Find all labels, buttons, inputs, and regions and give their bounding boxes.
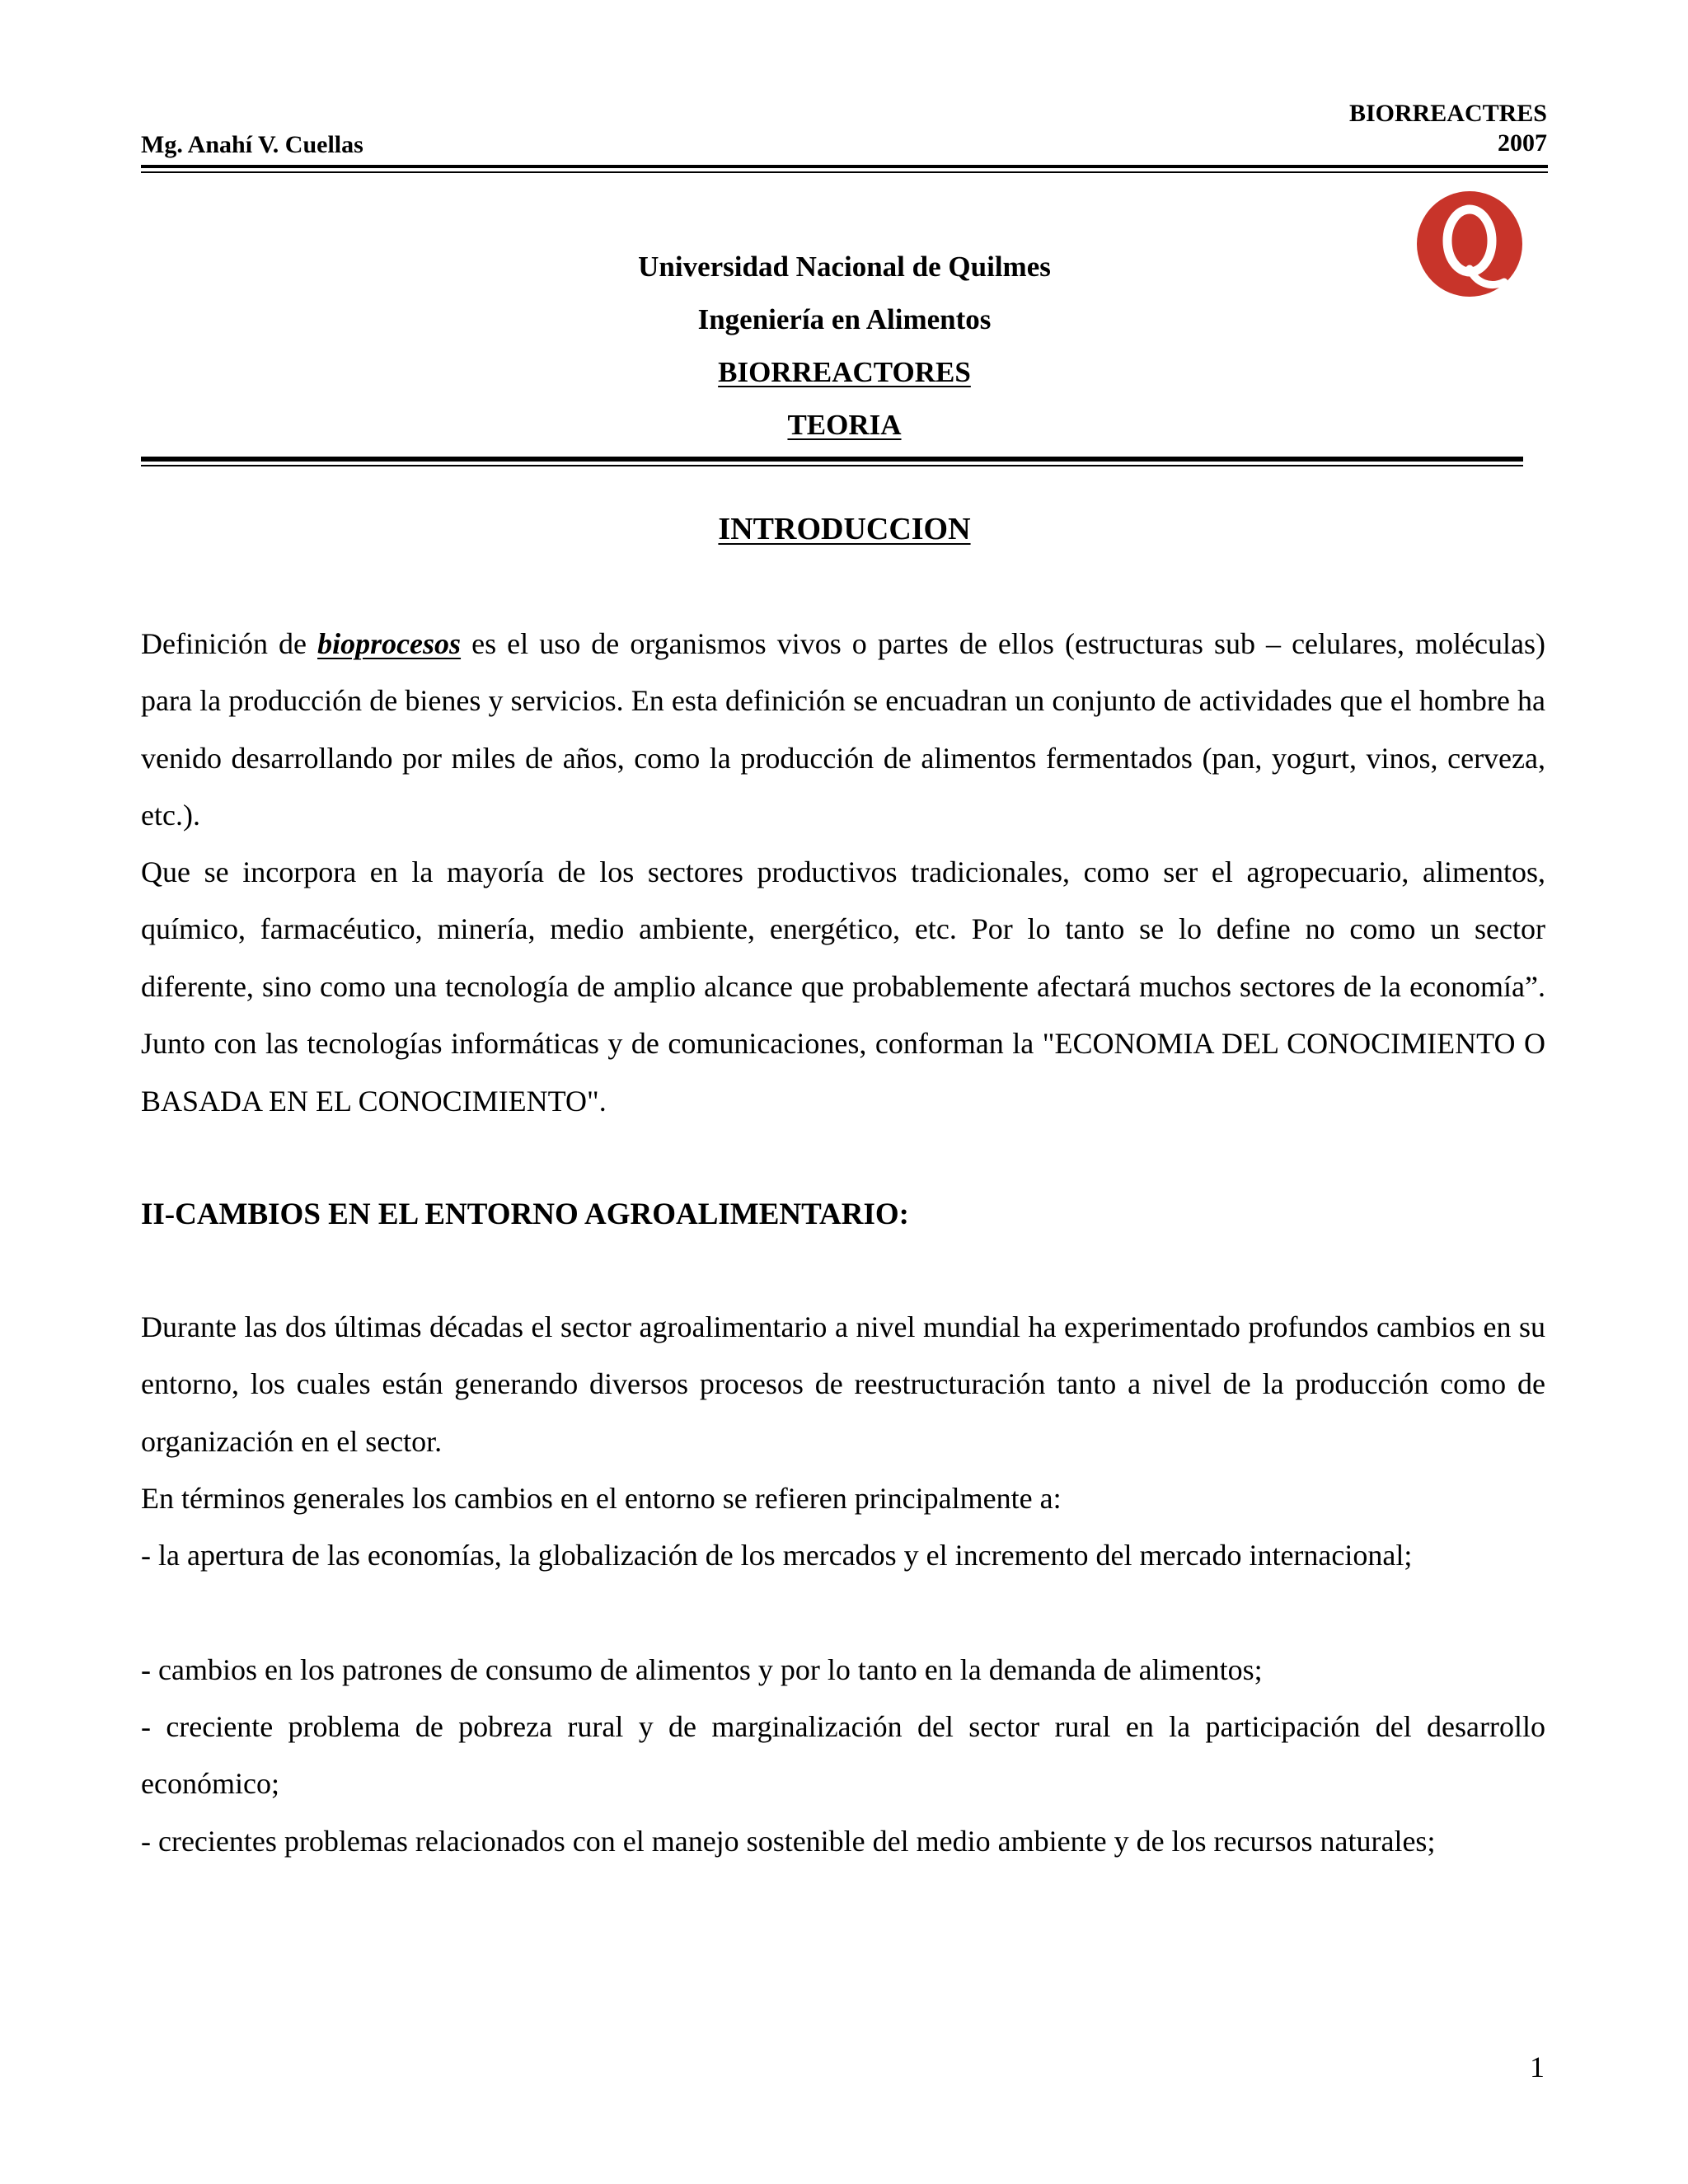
intro-p1-rest: es el uso de organismos vivos o partes de ellos (estructuras sub – celulares, moléculas) para la producción de bienes y servicios. En esta definición se encuadran un conjunto de actividades que el hombre ha venido desarrollando por miles de años, como la producción de alimentos fermentados (pan, yogurt, vinos, cerveza, etc.). xyxy=(141,627,1545,832)
header-year: 2007 xyxy=(1498,129,1547,157)
intro-p1-lead: Definición de xyxy=(141,627,307,660)
header-author: Mg. Anahí V. Cuellas xyxy=(141,131,363,158)
career-name: Ingeniería en Alimentos xyxy=(697,303,992,335)
title-rule-thin xyxy=(141,465,1523,466)
header-course-year xyxy=(1349,99,1547,158)
page-number: 1 xyxy=(1530,2050,1545,2083)
university-name: Universidad Nacional de Quilmes xyxy=(638,251,1051,283)
section-2-paragraph-2: En términos generales los cambios en el entorno se refieren principalmente a: xyxy=(141,1482,1062,1515)
list-item: - crecientes problemas relacionados con el manejo sostenible del medio ambiente y de los recursos naturales; xyxy=(141,1825,1436,1858)
list-item: - la apertura de las economías, la globalización de los mercados y el incremento del mercado internacional; xyxy=(141,1539,1413,1572)
header-course: BIORREACTRES xyxy=(1348,100,1547,127)
title-rule-thick xyxy=(141,457,1523,462)
intro-heading: INTRODUCCION xyxy=(718,512,971,546)
bioprocesos-term: bioprocesos xyxy=(317,627,462,660)
list-item: - creciente problema de pobreza rural y de marginalización del sector rural en la participación del desarrollo económico; xyxy=(141,1710,1545,1801)
kind-title: TEORIA xyxy=(787,409,902,441)
header-rule-thick xyxy=(141,165,1548,168)
intro-paragraph-1 xyxy=(141,616,1545,845)
subject-title: BIORREACTORES xyxy=(718,356,971,388)
document-titles xyxy=(141,241,1548,452)
header-rule-thin xyxy=(141,171,1548,173)
section-2-paragraph-1: Durante las dos últimas décadas el sector agroalimentario a nivel mundial ha experimentado profundos cambios en su entorno, los cuales están generando diversos procesos de reestructuración tanto a nivel de la producción como de organización en el sector. xyxy=(141,1310,1545,1458)
list-item: - cambios en los patrones de consumo de alimentos y por lo tanto en la demanda de alimentos; xyxy=(141,1653,1263,1686)
section-2-heading: II-CAMBIOS EN EL ENTORNO AGROALIMENTARIO: xyxy=(141,1197,909,1231)
intro-paragraph-2: Que se incorpora en la mayoría de los sectores productivos tradicionales, como ser el agropecuario, alimentos, químico, farmacéutico, minería, medio ambiente, energético, etc. Por lo tanto se lo define no como un sector diferente, sino como una tecnología de amplio alcance que probablemente afectará muchos sectores de la economía”. Junto con las tecnologías informáticas y de comunicaciones, conforman la "ECONOMIA DEL CONOCIMIENTO O BASADA EN EL CONOCIMIENTO". xyxy=(141,855,1545,1118)
